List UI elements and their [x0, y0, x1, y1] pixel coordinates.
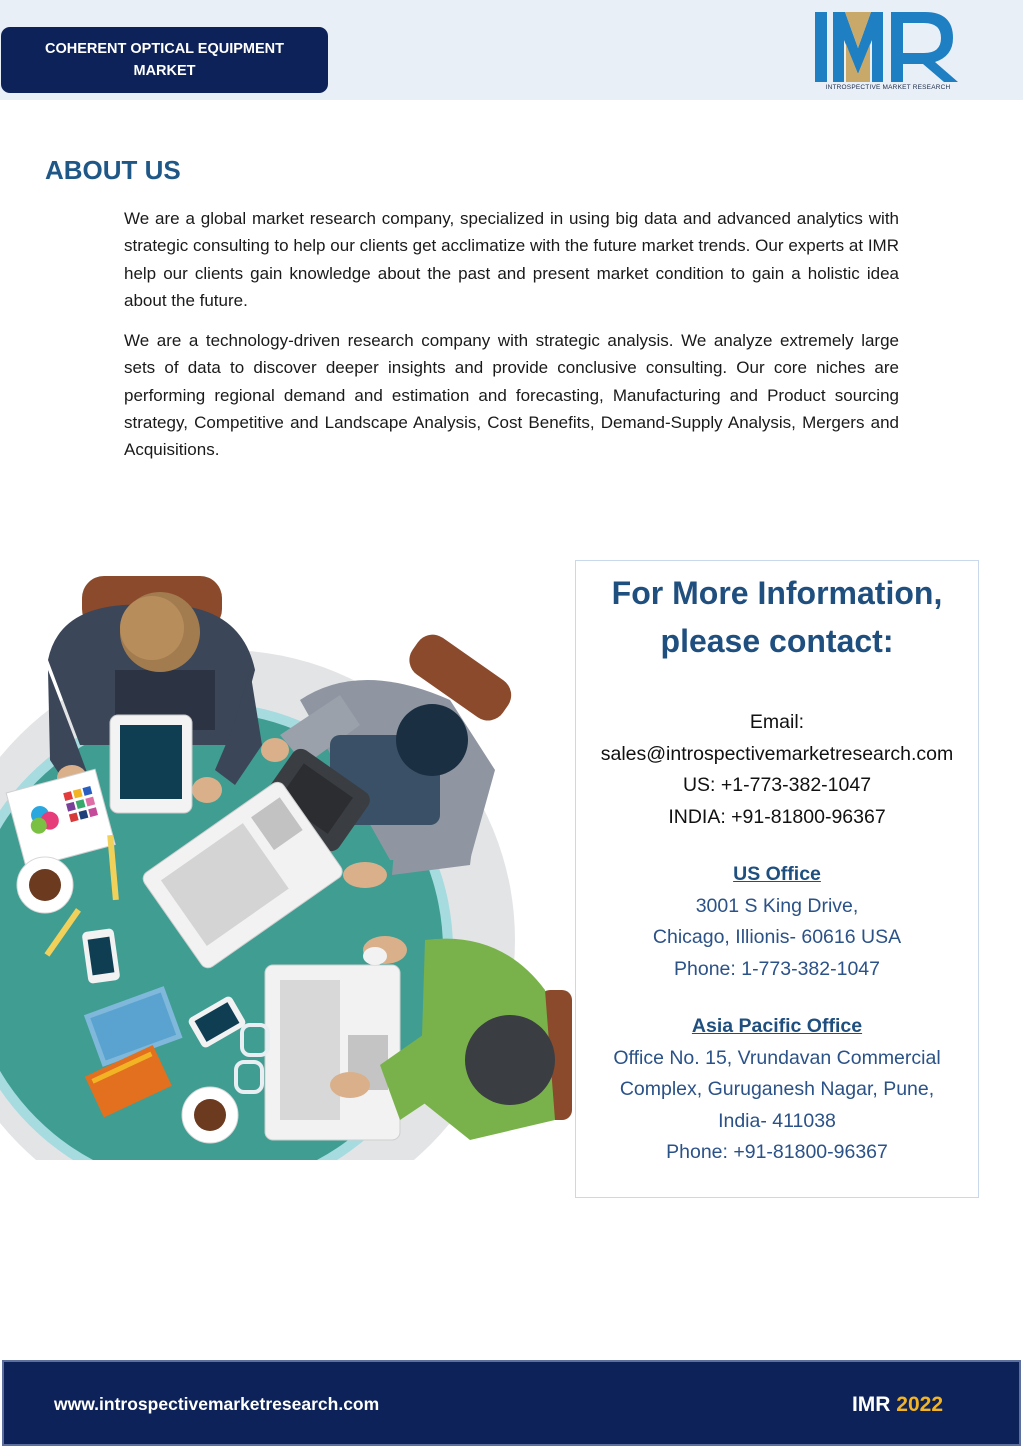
team-meeting-illustration [0, 560, 575, 1160]
report-title-badge [1, 27, 328, 93]
footer-year: 2022 [896, 1393, 943, 1416]
about-title: ABOUT US [45, 155, 181, 185]
asia-office-title: Asia Pacific Office [691, 1015, 863, 1037]
contact-details [576, 707, 978, 833]
contact-heading [576, 569, 978, 665]
coffee-cup-bottom [182, 1087, 238, 1143]
report-title-line2: MARKET [133, 63, 196, 79]
footer-brand [852, 1393, 943, 1417]
report-title-line1: COHERENT OPTICAL EQUIPMENT [45, 41, 284, 57]
asia-office-address-line3: India- 411038 [718, 1109, 836, 1132]
us-office-phone: Phone: 1-773-382-1047 [674, 957, 880, 980]
footer [2, 1360, 1021, 1446]
asia-office-block [576, 1011, 978, 1169]
about-body [124, 205, 899, 477]
contact-panel [575, 560, 979, 1198]
contact-heading-line1: For More Information, [611, 575, 943, 611]
logo-subtitle: INTROSPECTIVE MARKET RESEARCH [825, 84, 951, 91]
us-phone: US: +1-773-382-1047 [682, 774, 872, 796]
footer-brand-name: IMR [851, 1393, 891, 1416]
asia-office-phone: Phone: +91-81800-96367 [666, 1141, 888, 1163]
about-paragraph-2: We are a technology-driven research company with strategic analysis. We analyze extremely large sets of data to discover deeper insights and provide conclusive consulting. Our core niches are performing regional demand and estimation and forecasting, Manufacturing and Product sourcing strategy, Competitive and Landscape Analysis, Cost Benefits, Demand-Supply Analysis, Mergers and Acquisitions. [124, 331, 899, 460]
laptop-bottom [265, 965, 400, 1140]
contact-heading-line2: please contact: [660, 623, 894, 659]
us-office-address-line2: Chicago, Illionis- 60616 USA [652, 926, 902, 948]
us-office-address-line1: 3001 S King Drive, [695, 894, 859, 917]
asia-office-address-line2: Complex, Guruganesh Nagar, Pune, [619, 1078, 935, 1100]
us-office-block [576, 859, 978, 985]
india-phone: INDIA: +91-81800-96367 [668, 805, 886, 828]
email-label: Email: [749, 711, 805, 733]
coffee-cup-left [17, 857, 73, 913]
asia-office-address-line1: Office No. 15, Vrundavan Commercial [613, 1046, 941, 1069]
about-paragraph-1: We are a global market research company, specialized in using big data and advanced analytics with strategic consulting to help our clients get acclimatize with the future market trends. Our experts at IMR help our clients gain knowledge about the past and present market condition to gain a holistic idea about the future. [124, 209, 899, 310]
footer-website-link[interactable]: www.introspectivemarketresearch.com [54, 1394, 380, 1414]
us-office-title: US Office [733, 863, 821, 885]
email-link[interactable]: sales@introspectivemarketresearch.com [600, 742, 954, 765]
computer-mouse [363, 947, 387, 965]
